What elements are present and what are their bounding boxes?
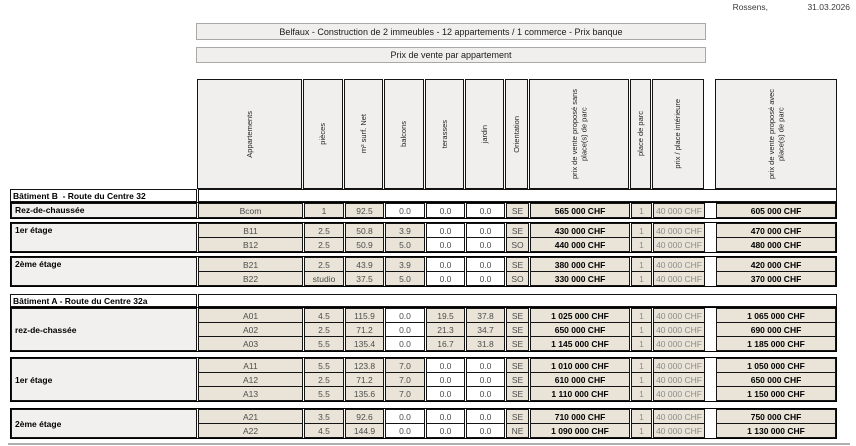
cell-A12-prix_avec: 650 000 CHF xyxy=(716,372,836,387)
cell-A03-jardin: 31.8 xyxy=(466,336,505,351)
cell-A03-pieces: 5.5 xyxy=(304,336,344,351)
cell-A02-parc: 1 xyxy=(631,322,652,337)
spacer-col xyxy=(706,308,715,323)
header-cell-terasses xyxy=(425,79,464,189)
cell-A03-parc: 1 xyxy=(631,336,652,351)
cell-A22-prix_sans: 1 090 000 CHF xyxy=(530,423,630,438)
cell-B12-prix_avec: 480 000 CHF xyxy=(716,237,836,252)
cell-B11-prix_place: 40 000 CHF xyxy=(653,223,705,238)
cell-B12-terasses: 0.0 xyxy=(426,237,465,252)
cell-A21-jardin: 0.0 xyxy=(466,409,505,424)
cell-A03-orientation: SE xyxy=(506,336,529,351)
header-cell-balcons xyxy=(384,79,424,189)
cell-A02-jardin: 34.7 xyxy=(466,322,505,337)
apartment-row xyxy=(198,223,836,238)
cell-B12-balcons: 5.0 xyxy=(385,237,425,252)
cell-A13-pieces: 5.5 xyxy=(304,386,344,401)
cell-A22-prix_place: 40 000 CHF xyxy=(653,423,705,438)
apartment-row xyxy=(198,322,836,337)
cell-B21-jardin: 0.0 xyxy=(466,257,505,272)
cell-A12-parc: 1 xyxy=(631,372,652,387)
cell-A11-prix_place: 40 000 CHF xyxy=(653,358,705,373)
spacer-col xyxy=(706,257,715,272)
header-cell-prix_place xyxy=(652,79,704,189)
cell-A01-orientation: SE xyxy=(506,308,529,323)
cell-A22-apt: A22 xyxy=(198,423,303,438)
cell-A22-jardin: 0.0 xyxy=(466,423,505,438)
cell-B12-jardin: 0.0 xyxy=(466,237,505,252)
project-title-banner: Belfaux - Construction de 2 immeubles - 12 appartements / 1 commerce - Prix banque xyxy=(196,23,706,40)
spacer-col xyxy=(706,409,715,424)
cell-A02-orientation: SE xyxy=(506,322,529,337)
floor-label: 1er étage xyxy=(11,358,197,401)
cell-A02-prix_avec: 690 000 CHF xyxy=(716,322,836,337)
cell-B21-balcons: 3.9 xyxy=(385,257,425,272)
cell-A21-parc: 1 xyxy=(631,409,652,424)
cell-A13-orientation: SE xyxy=(506,386,529,401)
floor-label: Rez-de-chaussée xyxy=(11,203,197,218)
cell-A21-prix_place: 40 000 CHF xyxy=(653,409,705,424)
date-label: 31.03.2026 xyxy=(807,2,850,12)
floor-label: 2ème étage xyxy=(11,257,197,286)
spacer-col xyxy=(706,372,715,387)
header-cell-prix_sans xyxy=(529,79,629,189)
cell-A11-prix_avec: 1 050 000 CHF xyxy=(716,358,836,373)
cell-A13-apt: A13 xyxy=(198,386,303,401)
header-label-apt: Appartements xyxy=(244,110,254,158)
cell-A13-prix_avec: 1 150 000 CHF xyxy=(716,386,836,401)
header-label-terasses: terasses xyxy=(439,119,449,149)
cell-A12-jardin: 0.0 xyxy=(466,372,505,387)
cell-B11-balcons: 3.9 xyxy=(385,223,425,238)
cell-A03-balcons: 0.0 xyxy=(385,336,425,351)
cell-A01-prix_sans: 1 025 000 CHF xyxy=(530,308,630,323)
header-label-m2: m² surf. Net xyxy=(358,114,368,154)
spacer-col xyxy=(706,322,715,337)
spacer-col xyxy=(705,79,714,189)
cell-A21-prix_avec: 750 000 CHF xyxy=(716,409,836,424)
floor-group xyxy=(10,202,837,219)
spacer-col xyxy=(706,423,715,438)
apartment-row xyxy=(198,372,836,387)
table-column-header xyxy=(197,79,837,189)
cell-Bcom-balcons: 0.0 xyxy=(385,203,425,218)
header-label-prix_sans: prix de vente proposé sans place(s) de parc xyxy=(569,88,588,180)
apartment-row xyxy=(198,386,836,401)
cell-A12-pieces: 2.5 xyxy=(304,372,344,387)
spacer-col xyxy=(706,336,715,351)
cell-A03-apt: A03 xyxy=(198,336,303,351)
cell-A11-m2: 123.8 xyxy=(345,358,384,373)
apartment-row xyxy=(198,237,836,252)
apartment-row xyxy=(198,423,836,438)
cell-A02-pieces: 2.5 xyxy=(304,322,344,337)
cell-B22-prix_avec: 370 000 CHF xyxy=(716,271,836,286)
cell-Bcom-pieces: 1 xyxy=(304,203,344,218)
cell-B12-m2: 50.9 xyxy=(345,237,384,252)
cell-A22-pieces: 4.5 xyxy=(304,423,344,438)
cell-B12-prix_place: 40 000 CHF xyxy=(653,237,705,252)
header-cell-parc xyxy=(630,79,651,189)
cell-A11-balcons: 7.0 xyxy=(385,358,425,373)
spacer-col xyxy=(706,271,715,286)
cell-B11-apt: B11 xyxy=(198,223,303,238)
header-cell-m2 xyxy=(344,79,383,189)
cell-B11-prix_avec: 470 000 CHF xyxy=(716,223,836,238)
cell-B11-parc: 1 xyxy=(631,223,652,238)
cell-Bcom-parc: 1 xyxy=(631,203,652,218)
cell-A22-terasses: 0.0 xyxy=(426,423,465,438)
cell-B22-orientation: SO xyxy=(506,271,529,286)
cell-B21-prix_avec: 420 000 CHF xyxy=(716,257,836,272)
cell-A02-prix_sans: 650 000 CHF xyxy=(530,322,630,337)
cell-B22-prix_place: 40 000 CHF xyxy=(653,271,705,286)
spacer-col xyxy=(706,237,715,252)
cell-B22-parc: 1 xyxy=(631,271,652,286)
section-header: Bâtiment B - Route du Centre 32 xyxy=(10,189,197,202)
apartment-row xyxy=(198,257,836,272)
cell-A01-pieces: 4.5 xyxy=(304,308,344,323)
cell-A01-balcons: 0.0 xyxy=(385,308,425,323)
floor-group xyxy=(10,222,837,253)
cell-Bcom-apt: Bcom xyxy=(198,203,303,218)
cell-B21-m2: 43.9 xyxy=(345,257,384,272)
cell-A21-balcons: 0.0 xyxy=(385,409,425,424)
section-header-rest xyxy=(198,294,837,307)
cell-B11-pieces: 2.5 xyxy=(304,223,344,238)
cell-A01-apt: A01 xyxy=(198,308,303,323)
cell-A01-m2: 115.9 xyxy=(345,308,384,323)
cell-A11-prix_sans: 1 010 000 CHF xyxy=(530,358,630,373)
header-label-parc: place de parc xyxy=(635,111,645,157)
cell-B11-prix_sans: 430 000 CHF xyxy=(530,223,630,238)
cell-B12-pieces: 2.5 xyxy=(304,237,344,252)
cell-A13-jardin: 0.0 xyxy=(466,386,505,401)
cell-A12-m2: 71.2 xyxy=(345,372,384,387)
header-cell-jardin xyxy=(465,79,504,189)
subtitle-banner: Prix de vente par appartement xyxy=(196,47,706,63)
header-cell-apt xyxy=(197,79,302,189)
cell-A12-terasses: 0.0 xyxy=(426,372,465,387)
cell-A01-jardin: 37.8 xyxy=(466,308,505,323)
place-label: Rossens, xyxy=(732,2,768,12)
cell-A22-parc: 1 xyxy=(631,423,652,438)
cell-A03-terasses: 16.7 xyxy=(426,336,465,351)
cell-A13-m2: 135.6 xyxy=(345,386,384,401)
cell-A21-apt: A21 xyxy=(198,409,303,424)
header-label-jardin: jardin xyxy=(479,124,489,144)
cell-Bcom-jardin: 0.0 xyxy=(466,203,505,218)
spacer-col xyxy=(706,203,715,218)
cell-B21-pieces: 2.5 xyxy=(304,257,344,272)
cell-B11-jardin: 0.0 xyxy=(466,223,505,238)
apartment-row xyxy=(198,271,836,286)
floor-group xyxy=(10,357,837,402)
cell-B22-pieces: studio xyxy=(304,271,344,286)
header-label-orientation: Orientation xyxy=(511,115,521,153)
cell-A02-m2: 71.2 xyxy=(345,322,384,337)
cell-B21-prix_place: 40 000 CHF xyxy=(653,257,705,272)
cell-A22-orientation: NE xyxy=(506,423,529,438)
cell-A03-prix_avec: 1 185 000 CHF xyxy=(716,336,836,351)
cell-A02-terasses: 21.3 xyxy=(426,322,465,337)
header-label-prix_avec: prix de vente proposé avec place(s) de parc xyxy=(766,88,785,180)
cell-A13-balcons: 7.0 xyxy=(385,386,425,401)
header-cell-pieces xyxy=(303,79,343,189)
cell-A13-prix_place: 40 000 CHF xyxy=(653,386,705,401)
cell-Bcom-prix_avec: 605 000 CHF xyxy=(716,203,836,218)
apartment-row xyxy=(198,358,836,373)
cell-B11-terasses: 0.0 xyxy=(426,223,465,238)
cell-B21-prix_sans: 380 000 CHF xyxy=(530,257,630,272)
cell-A22-balcons: 0.0 xyxy=(385,423,425,438)
cell-A11-orientation: SE xyxy=(506,358,529,373)
header-label-pieces: pièces xyxy=(318,123,328,145)
cell-B22-m2: 37.5 xyxy=(345,271,384,286)
header-cell-prix_avec xyxy=(715,79,837,189)
apartment-row xyxy=(198,203,836,218)
header-label-balcons: balcons xyxy=(399,121,409,147)
cell-A21-pieces: 3.5 xyxy=(304,409,344,424)
cell-Bcom-prix_place: 40 000 CHF xyxy=(653,203,705,218)
spacer-col xyxy=(706,223,715,238)
floor-group xyxy=(10,256,837,287)
apartment-row xyxy=(198,336,836,351)
header-label-prix_place: prix / place intérieure xyxy=(673,99,683,169)
cell-A13-prix_sans: 1 110 000 CHF xyxy=(530,386,630,401)
cell-A01-prix_place: 40 000 CHF xyxy=(653,308,705,323)
cell-B22-apt: B22 xyxy=(198,271,303,286)
cell-A13-terasses: 0.0 xyxy=(426,386,465,401)
cell-B12-apt: B12 xyxy=(198,237,303,252)
cell-Bcom-orientation: SE xyxy=(506,203,529,218)
cell-Bcom-terasses: 0.0 xyxy=(426,203,465,218)
cell-A02-balcons: 0.0 xyxy=(385,322,425,337)
spacer-col xyxy=(706,386,715,401)
cell-A02-prix_place: 40 000 CHF xyxy=(653,322,705,337)
section-header-rest xyxy=(198,189,837,202)
cell-B12-parc: 1 xyxy=(631,237,652,252)
cell-B12-orientation: SO xyxy=(506,237,529,252)
apartment-row xyxy=(198,409,836,424)
cell-A12-prix_sans: 610 000 CHF xyxy=(530,372,630,387)
cell-B21-orientation: SE xyxy=(506,257,529,272)
apartment-row xyxy=(198,308,836,323)
cell-A01-prix_avec: 1 065 000 CHF xyxy=(716,308,836,323)
cell-A12-apt: A12 xyxy=(198,372,303,387)
cell-A12-orientation: SE xyxy=(506,372,529,387)
cell-B22-jardin: 0.0 xyxy=(466,271,505,286)
cell-A12-balcons: 7.0 xyxy=(385,372,425,387)
page-bottom-rule xyxy=(8,443,850,445)
cell-A21-m2: 92.6 xyxy=(345,409,384,424)
cell-B11-m2: 50.8 xyxy=(345,223,384,238)
cell-A11-pieces: 5.5 xyxy=(304,358,344,373)
cell-A21-terasses: 0.0 xyxy=(426,409,465,424)
section-header: Bâtiment A - Route du Centre 32a xyxy=(10,294,197,307)
cell-A12-prix_place: 40 000 CHF xyxy=(653,372,705,387)
cell-A21-orientation: SE xyxy=(506,409,529,424)
cell-A03-prix_sans: 1 145 000 CHF xyxy=(530,336,630,351)
cell-A11-apt: A11 xyxy=(198,358,303,373)
floor-label: 1er étage xyxy=(11,223,197,252)
floor-label: rez-de-chassée xyxy=(11,308,197,351)
cell-A01-terasses: 19.5 xyxy=(426,308,465,323)
cell-B22-prix_sans: 330 000 CHF xyxy=(530,271,630,286)
floor-label: 2ème étage xyxy=(11,409,197,438)
cell-B21-apt: B21 xyxy=(198,257,303,272)
floor-group xyxy=(10,408,837,439)
header-cell-orientation xyxy=(505,79,528,189)
cell-A11-parc: 1 xyxy=(631,358,652,373)
cell-B11-orientation: SE xyxy=(506,223,529,238)
floor-group xyxy=(10,307,837,352)
cell-Bcom-prix_sans: 565 000 CHF xyxy=(530,203,630,218)
cell-B22-balcons: 5.0 xyxy=(385,271,425,286)
cell-A22-prix_avec: 1 130 000 CHF xyxy=(716,423,836,438)
cell-A03-prix_place: 40 000 CHF xyxy=(653,336,705,351)
cell-A11-jardin: 0.0 xyxy=(466,358,505,373)
cell-A21-prix_sans: 710 000 CHF xyxy=(530,409,630,424)
cell-A03-m2: 135.4 xyxy=(345,336,384,351)
cell-A13-parc: 1 xyxy=(631,386,652,401)
cell-A01-parc: 1 xyxy=(631,308,652,323)
cell-B21-terasses: 0.0 xyxy=(426,257,465,272)
cell-B22-terasses: 0.0 xyxy=(426,271,465,286)
cell-Bcom-m2: 92.5 xyxy=(345,203,384,218)
cell-B12-prix_sans: 440 000 CHF xyxy=(530,237,630,252)
cell-B21-parc: 1 xyxy=(631,257,652,272)
cell-A11-terasses: 0.0 xyxy=(426,358,465,373)
spacer-col xyxy=(706,358,715,373)
cell-A02-apt: A02 xyxy=(198,322,303,337)
cell-A22-m2: 144.9 xyxy=(345,423,384,438)
